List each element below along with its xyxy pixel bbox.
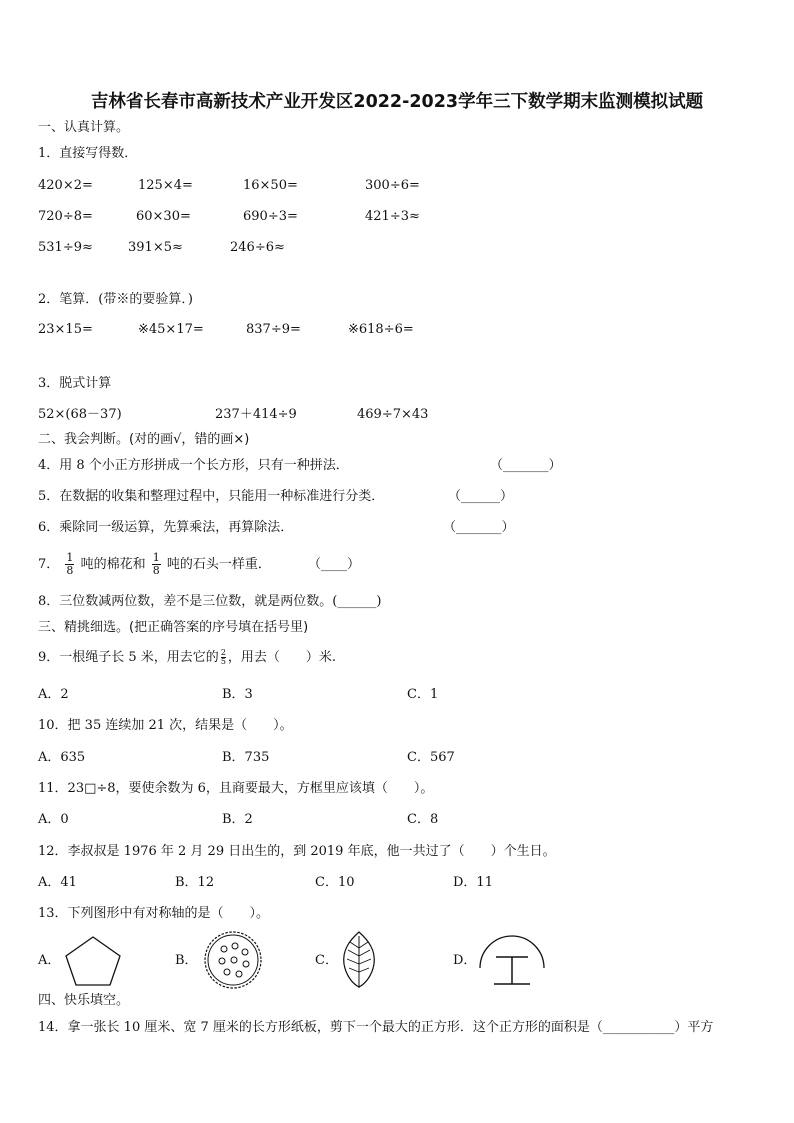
q2-item: 23×15= [38,322,93,337]
q10-option-a[interactable]: A．635 [38,750,86,765]
q13-option-b[interactable]: B． [175,953,198,968]
q11-text: 11．23□÷8，要使余数为 6，且商要最大，方框里应该填（ ）。 [38,781,434,796]
q1-item: 420×2= [38,178,93,193]
section-4-heading: 四、快乐填空。 [38,993,130,1008]
q4-text: 4．用 8 个小正方形拼成一个长方形，只有一种拼法． [38,458,349,473]
q1-item: 60×30= [136,209,191,224]
cookie-icon [200,930,266,990]
q14-text: 14．拿一张长 10 厘米、宽 7 厘米的长方形纸板，剪下一个最大的正方形．这个正方形的面积是（___________）平方 [38,1020,714,1035]
q2-item: ※45×17= [138,322,204,337]
q3-item: 469÷7×43 [357,407,429,422]
leaf-icon [338,930,380,990]
q2-item: 837÷9= [246,322,301,337]
q11-option-c[interactable]: C．8 [407,812,439,827]
q4-blank: （_______） [490,458,562,473]
q7-number: 7． [38,557,60,572]
q7-fraction: $\frac{1}{8}$ [66,551,74,577]
q1-item: 16×50= [243,178,298,193]
q7-blank: （____） [308,557,361,572]
q1-item: 300÷6= [365,178,420,193]
q10-text: 10．把 35 连续加 21 次，结果是（ ）。 [38,718,293,733]
q5-blank: （______） [448,489,514,504]
q3-item: 237＋414÷9 [215,407,297,422]
q13-option-a[interactable]: A． [38,953,61,968]
q5-text: 5．在数据的收集和整理过程中，只能用一种标准进行分类． [38,489,385,504]
q12-text: 12．李叔叔是 1976 年 2 月 29 日出生的，到 2019 年底，他一共过了（ ）个生日。 [38,844,556,859]
q9-fraction: $\frac{2}{5}$ [220,648,226,666]
q9-option-c[interactable]: C．1 [407,687,439,702]
page-title: 吉林省长春市高新技术产业开发区2022-2023学年三下数学期末监测模拟试题 [90,92,704,112]
q12-option-a[interactable]: A．41 [38,875,77,890]
q12-option-d[interactable]: D．11 [453,875,493,890]
q7-text: 7． $\frac{1}{8}$ 吨的棉花和 $\frac{1}{8}$ 吨的石头一样重． [38,551,271,577]
q9-text: 9．一根绳子长 5 米，用去它的 $\frac{2}{5}$ ，用去（ ）米. [38,648,337,666]
q11-option-a[interactable]: A．0 [38,812,69,827]
q1-item: 690÷3= [243,209,298,224]
q3-item: 52×(68－37) [38,407,122,422]
q11-option-b[interactable]: B．2 [222,812,253,827]
q13-option-d[interactable]: D． [453,953,477,968]
q2-item: ※618÷6= [348,322,414,337]
q1-item: 421÷3≈ [365,209,420,224]
q1-label: 1．直接写得数． [38,146,138,161]
q13-text: 13．下列图形中有对称轴的是（ ）。 [38,906,270,921]
q12-option-b[interactable]: B．12 [175,875,215,890]
section-3-heading: 三、精挑细选。(把正确答案的序号填在括号里) [38,620,309,635]
q10-option-b[interactable]: B．735 [222,750,270,765]
arch-icon [476,930,548,990]
q9-option-a[interactable]: A．2 [38,687,69,702]
pentagon-icon [62,934,124,988]
section-2-heading: 二、我会判断。(对的画√，错的画×) [38,432,250,447]
q1-item: 391×5≈ [128,240,183,255]
q8-text: 8．三位数减两位数，差不是三位数，就是两位数。(______) [38,594,382,609]
q12-option-c[interactable]: C．10 [315,875,355,890]
q1-item: 531÷9≈ [38,240,93,255]
q10-option-c[interactable]: C．567 [407,750,455,765]
q1-item: 720÷8= [38,209,93,224]
q6-blank: （_______） [443,520,515,535]
q2-label: 2．笔算．(带※的要验算．) [38,292,193,307]
q3-label: 3．脱式计算 [38,376,112,391]
q1-item: 125×4= [138,178,193,193]
q7-fraction: $\frac{1}{8}$ [152,551,160,577]
section-1-heading: 一、认真计算。 [38,120,130,135]
q9-option-b[interactable]: B．3 [222,687,253,702]
q6-text: 6．乘除同一级运算，先算乘法，再算除法． [38,520,294,535]
q1-item: 246÷6≈ [230,240,285,255]
q13-option-c[interactable]: C． [315,953,338,968]
